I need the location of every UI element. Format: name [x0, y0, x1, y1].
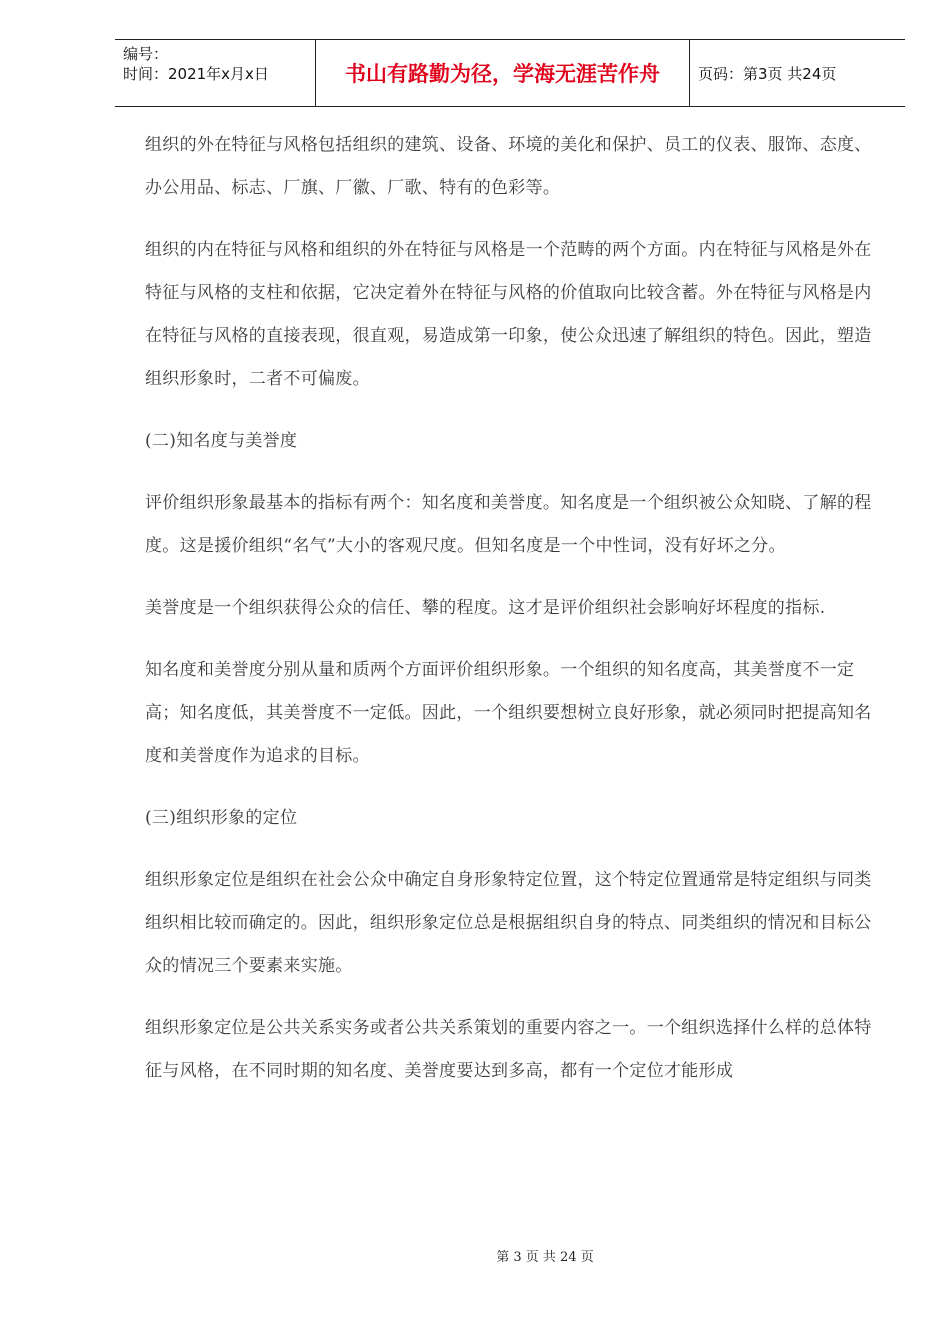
paragraph: 美誉度是一个组织获得公众的信任、攀的程度。这才是评价组织社会影响好坏程度的指标.: [145, 598, 826, 618]
paragraph: 知名度和美誉度分别从量和质两个方面评价组织形象。一个组织的知名度高，其美誉度不一定高；知名度低，其美誉度不一定低。因此，一个组织要想树立良好形象，就必须同时把提高知名度和美誉度作为追求的目标。: [145, 660, 872, 766]
section-heading: (三)组织形象的定位: [145, 808, 298, 828]
paragraph: 组织形象定位是组织在社会公众中确定自身形象特定位置，这个特定位置通常是特定组织与同类组织相比较而确定的。因此，组织形象定位总是根据组织自身的特点、同类组织的情况和目标公众的情况三个要素来实施。: [145, 870, 872, 976]
header-motto: 书山有路勤为径，学海无涯苦作舟: [315, 40, 690, 106]
page-header: [115, 39, 905, 107]
paragraph: 组织的外在特征与风格包括组织的建筑、设备、环境的美化和保护、员工的仪表、服饰、态度、办公用品、标志、厂旗、厂徽、厂歌、特有的色彩等。: [145, 135, 872, 198]
paragraph: 组织形象定位是公共关系实务或者公共关系策划的重要内容之一。一个组织选择什么样的总体特征与风格，在不同时期的知名度、美誉度要达到多高，都有一个定位才能形成: [145, 1018, 872, 1081]
document-body: [145, 124, 883, 1112]
header-meta: [115, 40, 315, 106]
document-date: 时间：2021年x月x日: [123, 65, 269, 83]
paragraph: 评价组织形象最基本的指标有两个：知名度和美誉度。知名度是一个组织被公众知晓、了解的程度。这是援价组织“名气”大小的客观尺度。但知名度是一个中性词，没有好坏之分。: [145, 493, 872, 556]
document-number-label: 编号：: [123, 45, 169, 63]
header-page-info: 页码：第3页 共24页: [698, 64, 837, 83]
paragraph: 组织的内在特征与风格和组织的外在特征与风格是一个范畴的两个方面。内在特征与风格是外在特征与风格的支柱和依据，它决定着外在特征与风格的价值取向比较含蓄。外在特征与风格是内在特征与风格的直接表现，很直观，易造成第一印象，使公众迅速了解组织的特色。因此，塑造组织形象时，二者不可偏废。: [145, 240, 872, 389]
page-footer: 第 3 页 共 24 页: [496, 1250, 594, 1265]
section-heading: (二)知名度与美誉度: [145, 431, 298, 451]
